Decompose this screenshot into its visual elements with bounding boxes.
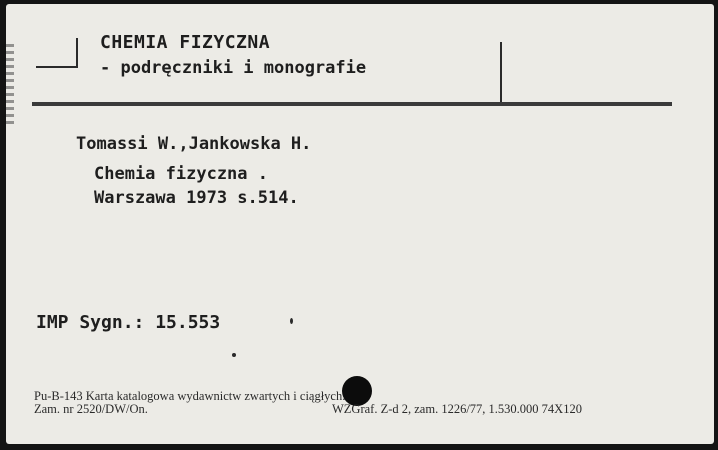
header-divider xyxy=(32,102,672,106)
entry-authors: Tomassi W.,Jankowska H. xyxy=(76,134,312,154)
card-edge-mark xyxy=(6,44,14,124)
header-bracket-horizontal xyxy=(36,66,78,68)
call-number: IMP Sygn.: 15.553 xyxy=(36,312,221,333)
catalog-card xyxy=(6,4,714,444)
header-right-rule xyxy=(500,42,502,104)
order-number: Zam. nr 2520/DW/On. xyxy=(34,402,148,416)
form-line: Pu-B-143 Karta katalogowa wydawnictw zwartych i ciągłych. xyxy=(34,389,346,403)
ink-speck xyxy=(232,353,236,357)
category-title: CHEMIA FIZYCZNA xyxy=(100,32,271,53)
entry-imprint: Warszawa 1973 s.514. xyxy=(94,188,299,208)
category-subtitle: - podręczniki i monografie xyxy=(100,58,367,78)
entry-title: Chemia fizyczna . xyxy=(94,164,268,184)
header-bracket-vertical xyxy=(76,38,78,68)
ink-speck xyxy=(290,318,293,324)
printer-info: WZGraf. Z-d 2, zam. 1226/77, 1.530.000 74X120 xyxy=(332,402,582,416)
